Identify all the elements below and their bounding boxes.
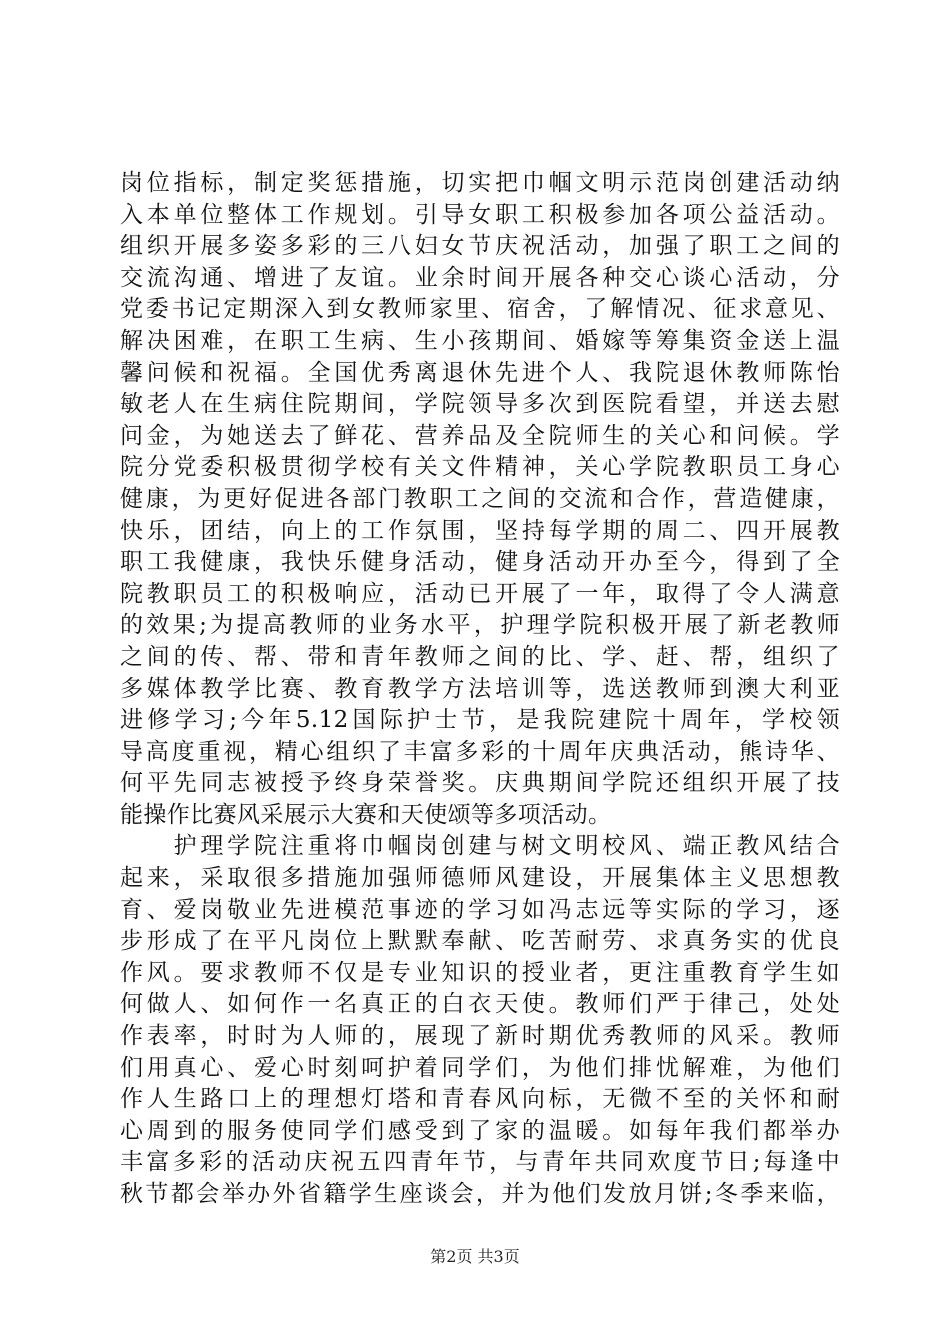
page-number-label: 第2页 共3页 bbox=[430, 1247, 520, 1266]
text-line: 作人生路口上的理想灯塔和青春风向标，无微不至的关怀和耐 bbox=[120, 1086, 840, 1113]
body-text bbox=[120, 168, 840, 1211]
text-line: 快乐，团结，向上的工作氛围，坚持每学期的周二、四开展教 bbox=[120, 517, 840, 544]
text-line: 步形成了在平凡岗位上默默奉献、吃苦耐劳、求真务实的优良 bbox=[120, 928, 840, 955]
text-line: 何平先同志被授予终身荣誉奖。庆典期间学院还组织开展了技 bbox=[120, 770, 840, 797]
text-line: 组织开展多姿多彩的三八妇女节庆祝活动，加强了职工之间的 bbox=[120, 233, 840, 260]
text-line: 护理学院注重将巾帼岗创建与树文明校风、端正教风结合 bbox=[120, 833, 840, 860]
text-line: 院分党委积极贯彻学校有关文件精神，关心学院教职员工身心 bbox=[120, 454, 840, 481]
text-line: 职工我健康，我快乐健身活动，健身活动开办至今，得到了全 bbox=[120, 549, 840, 576]
text-line: 能操作比赛风采展示大赛和天使颂等多项活动。 bbox=[120, 801, 612, 828]
text-line: 丰富多彩的活动庆祝五四青年节，与青年共同欢度节日;每逢中 bbox=[120, 1149, 840, 1176]
text-line: 问金，为她送去了鲜花、营养品及全院师生的关心和问候。学 bbox=[120, 422, 840, 449]
text-line: 们用真心、爱心时刻呵护着同学们，为他们排忧解难，为他们 bbox=[120, 1054, 840, 1081]
text-line: 交流沟通、增进了友谊。业余时间开展各种交心谈心活动，分 bbox=[120, 264, 840, 291]
text-line: 何做人、如何作一名真正的白衣天使。教师们严于律己，处处 bbox=[120, 991, 840, 1018]
text-line: 心周到的服务使同学们感受到了家的温暖。如每年我们都举办 bbox=[120, 1117, 840, 1144]
text-line: 进修学习;今年5.12国际护士节，是我院建院十周年，学校领 bbox=[120, 707, 840, 734]
text-line: 馨问候和祝福。全国优秀离退休先进个人、我院退休教师陈怡 bbox=[120, 359, 840, 386]
text-line: 之间的传、帮、带和青年教师之间的比、学、赶、帮，组织了 bbox=[120, 643, 840, 670]
text-line: 导高度重视，精心组织了丰富多彩的十周年庆典活动，熊诗华、 bbox=[120, 738, 840, 765]
text-line: 敏老人在生病住院期间，学院领导多次到医院看望，并送去慰 bbox=[120, 391, 840, 418]
text-line: 院教职员工的积极响应，活动已开展了一年，取得了令人满意 bbox=[120, 580, 840, 607]
text-line: 多媒体教学比赛、教育教学方法培训等，选送教师到澳大利亚 bbox=[120, 675, 840, 702]
text-line: 的效果;为提高教师的业务水平，护理学院积极开展了新老教师 bbox=[120, 612, 840, 639]
text-line: 秋节都会举办外省籍学生座谈会，并为他们发放月饼;冬季来临， bbox=[120, 1181, 840, 1207]
text-line: 党委书记定期深入到女教师家里、宿舍，了解情况、征求意见、 bbox=[120, 296, 840, 323]
text-line: 作表率，时时为人师的，展现了新时期优秀教师的风采。教师 bbox=[120, 1023, 840, 1050]
text-line: 入本单位整体工作规划。引导女职工积极参加各项公益活动。 bbox=[120, 201, 840, 228]
text-line: 解决困难，在职工生病、生小孩期间、婚嫁等筹集资金送上温 bbox=[120, 327, 840, 354]
text-line: 健康，为更好促进各部门教职工之间的交流和合作，营造健康， bbox=[120, 485, 840, 512]
text-line: 起来，采取很多措施加强师德师风建设，开展集体主义思想教 bbox=[120, 865, 840, 892]
text-line: 作风。要求教师不仅是专业知识的授业者，更注重教育学生如 bbox=[120, 959, 840, 986]
text-line: 岗位指标，制定奖惩措施，切实把巾帼文明示范岗创建活动纳 bbox=[120, 170, 840, 196]
page-footer bbox=[0, 1247, 950, 1267]
text-line: 育、爱岗敬业先进模范事迹的学习如冯志远等实际的学习，逐 bbox=[120, 896, 840, 923]
